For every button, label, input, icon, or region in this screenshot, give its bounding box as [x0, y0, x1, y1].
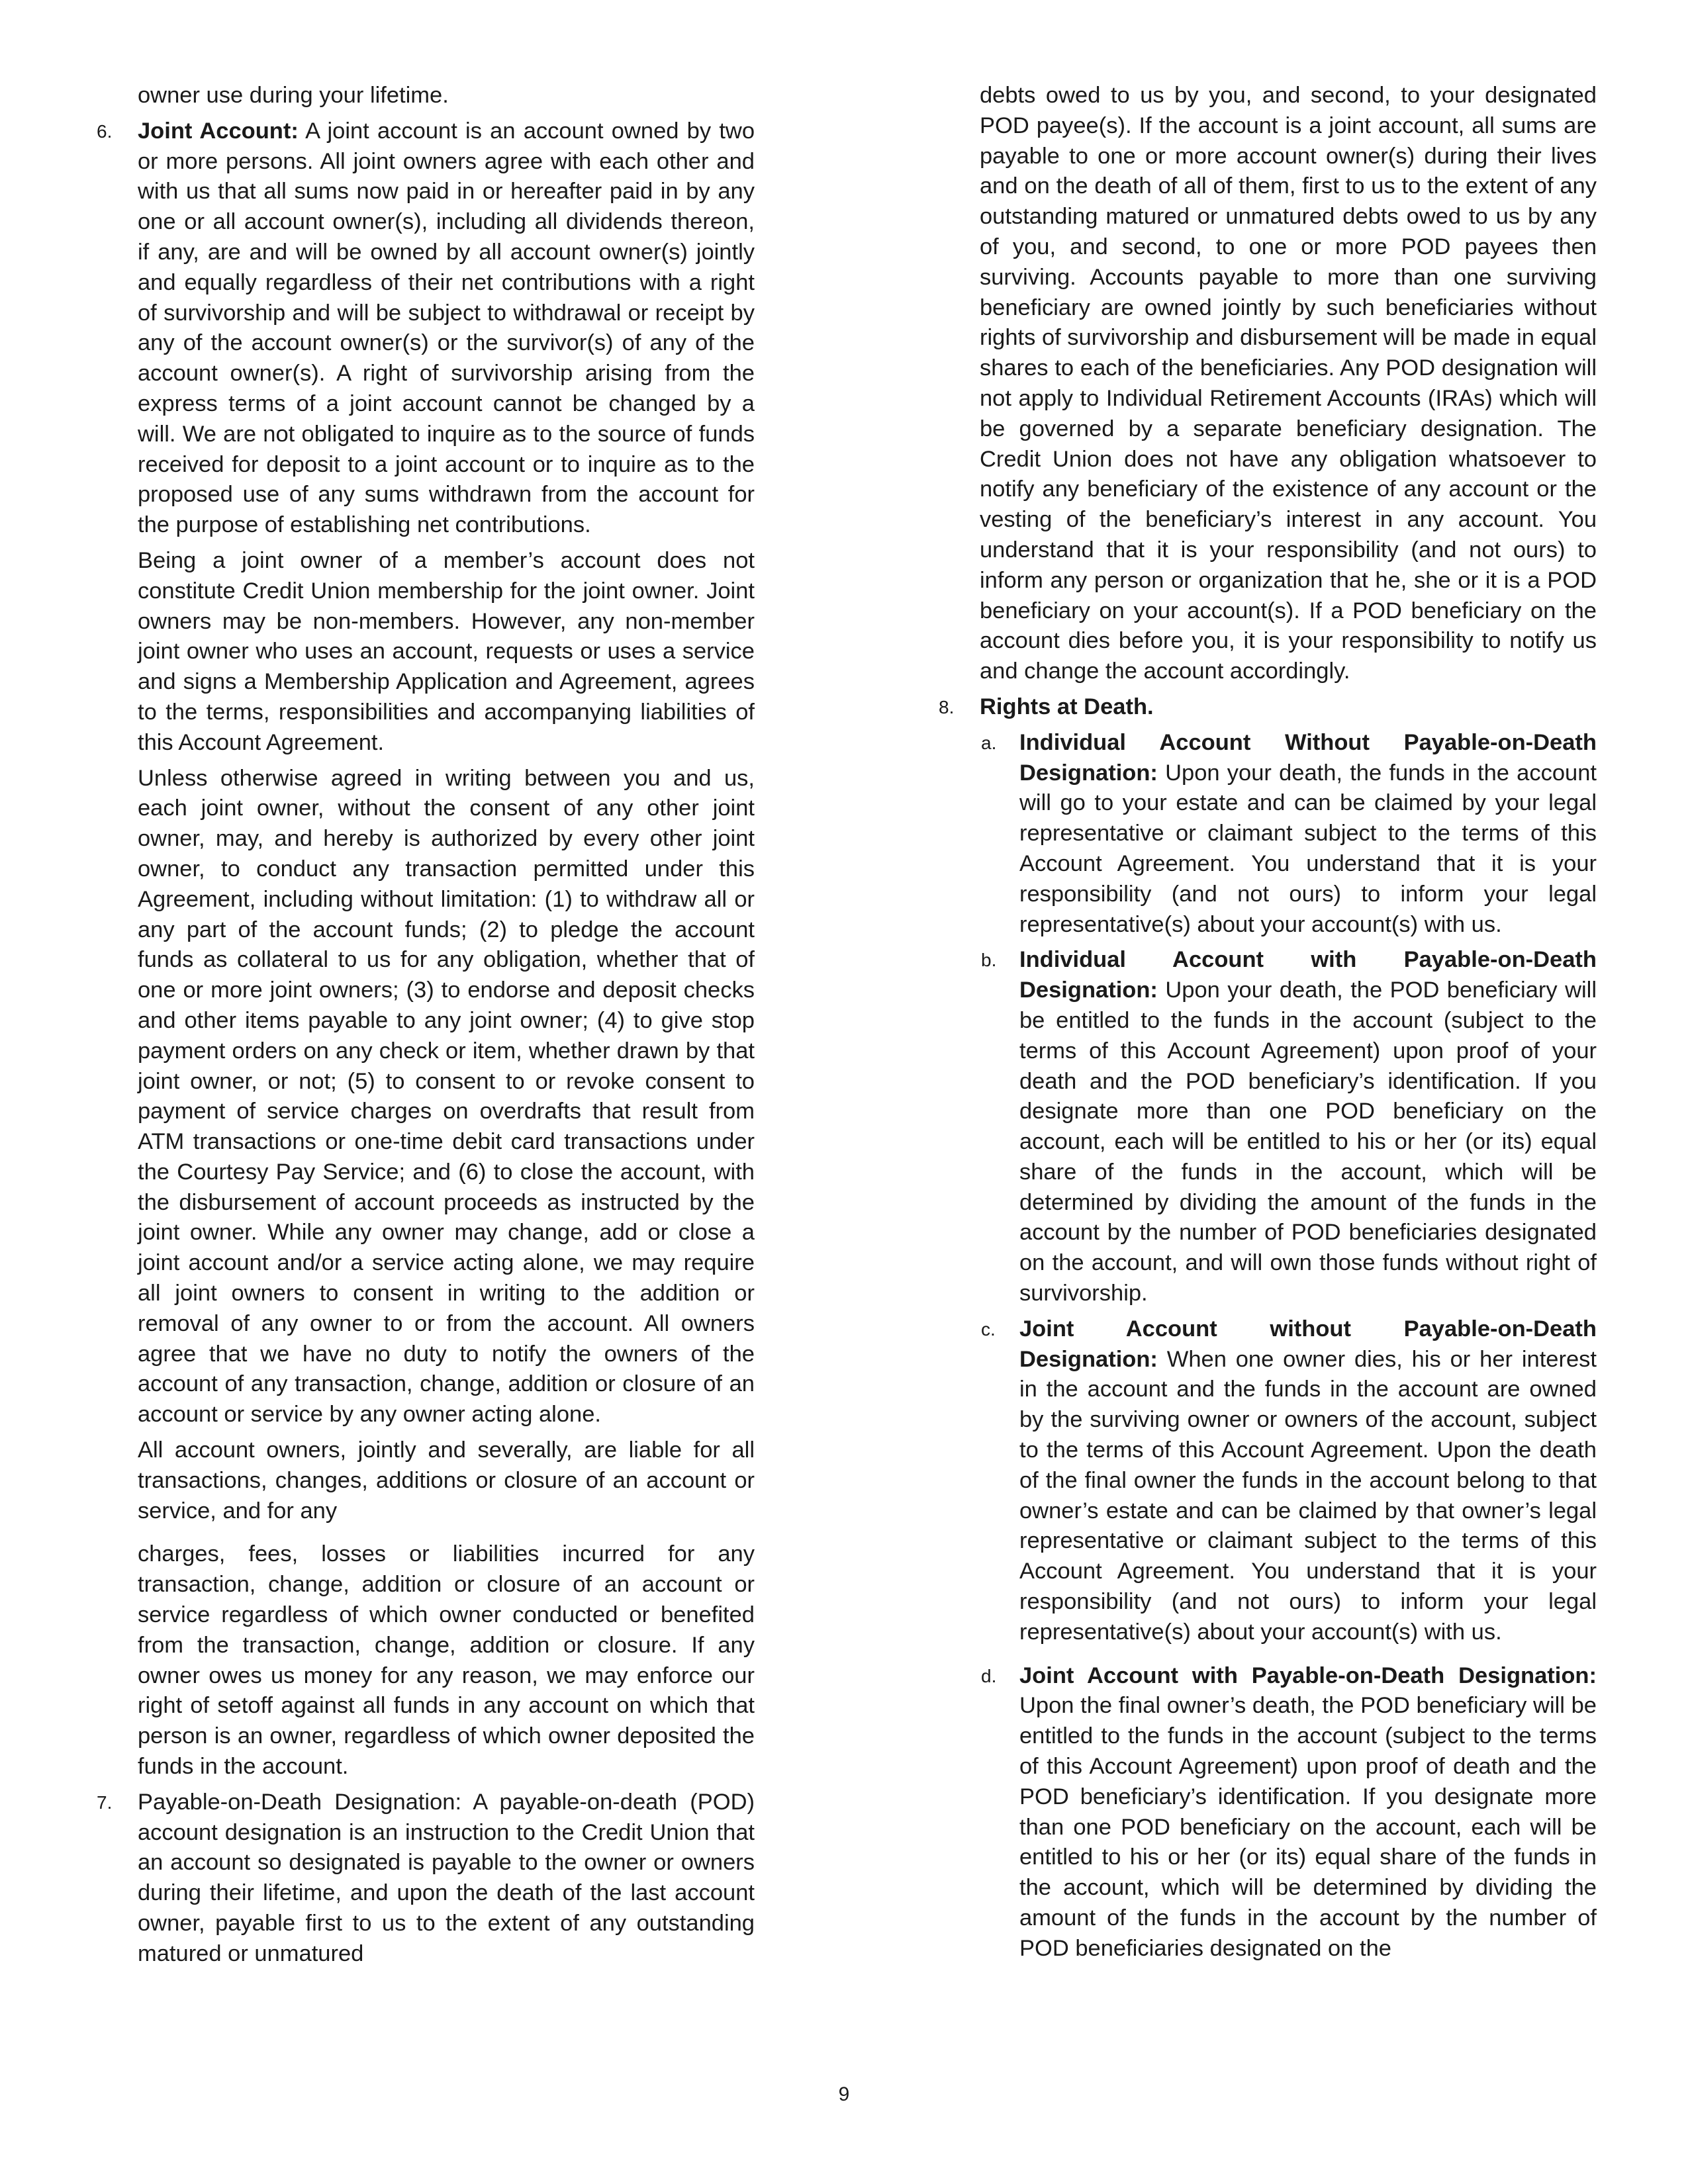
- section-6-text: A joint account is an account owned by two or more persons. All joint owners agree with each other and with us that all sums now paid in or hereafter paid in by any one or all account owner(s), including all dividends thereon, if any, are and will be owned by all account owner(s) jointly and equally regardless of their net contributions with a right of survivorship and will be subject to withdrawal or receipt by any of the account owner(s) or the survivor(s) of any of the account owner(s). A right of survivorship arising from the express terms of a joint account cannot be changed by a will. We are not obligated to inquire as to the source of funds received for deposit to a joint account or to inquire as to the proposed use of any sums withdrawn from the account for the purpose of establishing net contributions.: [138, 118, 755, 538]
- joint-liability-paragraph: All account owners, jointly and severally, are liable for all transactions, changes, additions or closure of an account or service, and for any: [138, 1437, 755, 1524]
- section-number: 7.: [97, 1792, 113, 1813]
- section-8c-title: Joint Account without Payable-on-Death Designation:: [1019, 1316, 1597, 1372]
- section-6-title: Joint Account:: [138, 118, 299, 144]
- section-number: 8.: [939, 696, 955, 717]
- subsection-letter: b.: [981, 950, 997, 971]
- subsection-letter: d.: [981, 1665, 997, 1686]
- section-8d: [935, 1661, 1597, 1964]
- joint-owner-membership-paragraph: Being a joint owner of a member’s account does not constitute Credit Union membership for the joint owner. Joint owners may be non-members. However, any non-member joint owner who uses an account, requests or uses a service and signs a Membership Application and Agreement, agrees to the terms, responsibilities and accompanying liabilities of this Account Agreement.: [138, 547, 755, 755]
- section-8a-text: Upon your death, the funds in the account will go to your estate and can be claimed by your legal representative or claimant subject to the terms of this Account Agreement. You understand that it is your responsibility (and not ours) to inform your legal representative(s) about your account(s) with us.: [1019, 760, 1597, 937]
- section-8b: [935, 945, 1597, 1309]
- subsection-letter: c.: [981, 1318, 996, 1340]
- section-8a: [935, 728, 1597, 940]
- section-8-heading: [935, 692, 1597, 723]
- joint-owner-authority-paragraph: Unless otherwise agreed in writing between you and us, each joint owner, without the consent of any other joint owner, may, and hereby is authorized by every other joint owner, to conduct any transaction permitted under this Agreement, including without limitation: (1) to withdraw all or any part of the account funds; (2) to pledge the account funds as collateral to us for any obligation, whether that of one or more joint owners; (3) to endorse and deposit checks and other items payable to any joint owner; (4) to give stop payment orders on any check or item, whether drawn by that joint owner, or not; (5) to consent to or revoke consent to payment of service charges on overdrafts that result from ATM transactions or one-time debit card transactions under the Courtesy Pay Service; and (6) to close the account, with the disbursement of account proceeds as instructed by the joint owner. While any owner may change, add or close a joint account and/or a service acting alone, we may require all joint owners to consent in writing to the addition or removal of any owner to or from the account. All owners agree that we have no duty to notify the owners of the account of any transaction, change, addition or closure of an account or service by any owner acting alone.: [138, 765, 755, 1428]
- section-7-pod-designation: [93, 1788, 755, 1970]
- charges-setoff-paragraph: charges, fees, losses or liabilities incurred for any transaction, change, addition or closure of an account or service regardless of which owner conducted or benefited from the transaction, change, addition or closure. If any owner owes us money for any reason, we may enforce our right of setoff against all funds in any account on which that person is an owner, regardless of which owner deposited the funds in the account.: [138, 1541, 755, 1780]
- section-8b-text: Upon your death, the POD beneficiary will be entitled to the funds in the account (subject to the terms of this Account Agreement) upon proof of your death and the POD beneficiary’s identification. If you designate more than one POD beneficiary on the account, each will be entitled to his or her (or its) equal share of the funds in the account, which will be determined by dividing the amount of the funds in the account by the number of POD beneficiaries designated on the account, and will own those funds without right of survivorship.: [1019, 978, 1597, 1306]
- section-7-paragraph: Payable-on-Death Designation: A payable-on-death (POD) account designation is an instruction to the Credit Union that an account so designated is payable to the owner or owners during their lifetime, and upon the death of the last account owner, payable first to us to the extent of any outstanding matured or unmatured: [138, 1789, 755, 1966]
- section-6-paragraph: [93, 116, 755, 541]
- subsection-letter: a.: [981, 732, 997, 753]
- section-8c-text: When one owner dies, his or her interest in the account and the funds in the account are owned by the surviving owner or owners of the account, subject to the terms of this Account Agreement. Upon the death of the final owner the funds in the account belong to that owner’s estate and can be claimed by that owner’s legal representative or claimant subject to the terms of this Account Agreement. You understand that it is your responsibility (and not ours) to inform your legal representative(s) about your account(s) with us.: [1019, 1346, 1597, 1645]
- section-8c: [935, 1314, 1597, 1648]
- left-column: [93, 81, 755, 1970]
- page-number: 9: [838, 2083, 850, 2105]
- section-number: 6.: [97, 120, 113, 142]
- intro-paragraph: owner use during your lifetime.: [138, 83, 449, 108]
- section-8d-paragraph: [935, 1661, 1597, 1964]
- pod-continuation-paragraph: debts owed to us by you, and second, to your designated POD payee(s). If the account is a joint account, all sums are payable to one or more account owner(s) during their lives and on the death of all of them, first to us to the extent of any outstanding matured or unmatured debts owed to us by any of you, and second, to one or more POD payees then surviving. Accounts payable to more than one surviving beneficiary are owned jointly by such beneficiaries without rights of survivorship and disbursement will be made in equal shares to each of the beneficiaries. Any POD designation will not apply to Individual Retirement Accounts (IRAs) which will be governed by a separate beneficiary designation. The Credit Union does not have any obligation whatsoever to notify any beneficiary of the existence of any account or the vesting of the beneficiary’s interest in any account. You understand that it is your responsibility (and not ours) to inform any person or organization that he, she or it is a POD beneficiary on your account(s). If a POD beneficiary on the account dies before you, it is your responsibility to notify us and change the account accordingly.: [980, 83, 1597, 684]
- section-8-title: Rights at Death.: [980, 694, 1154, 719]
- section-8d-text: Upon the final owner’s death, the POD beneficiary will be entitled to the funds in the account (subject to the terms of this Account Agreement) upon proof of death and the POD beneficiary’s identification. If you designate more than one POD beneficiary on the account, each will be entitled to his or her (or its) equal share of the funds in the account, which will be determined by dividing the amount of the funds in the account by the number of POD beneficiaries designated on the: [1019, 1693, 1597, 1961]
- section-8-rights-at-death: [935, 692, 1597, 723]
- section-6-joint-account: [93, 116, 755, 541]
- section-8b-paragraph: [935, 945, 1597, 1309]
- section-8a-paragraph: [935, 728, 1597, 940]
- section-8d-title: Joint Account with Payable-on-Death Designation:: [1019, 1662, 1597, 1688]
- section-8c-paragraph: [935, 1314, 1597, 1648]
- section-8b-title: Individual Account with Payable-on-Death Designation:: [1019, 947, 1597, 1003]
- section-8a-title: Individual Account Without Payable-on-Death Designation:: [1019, 729, 1597, 786]
- right-column: [935, 81, 1597, 1964]
